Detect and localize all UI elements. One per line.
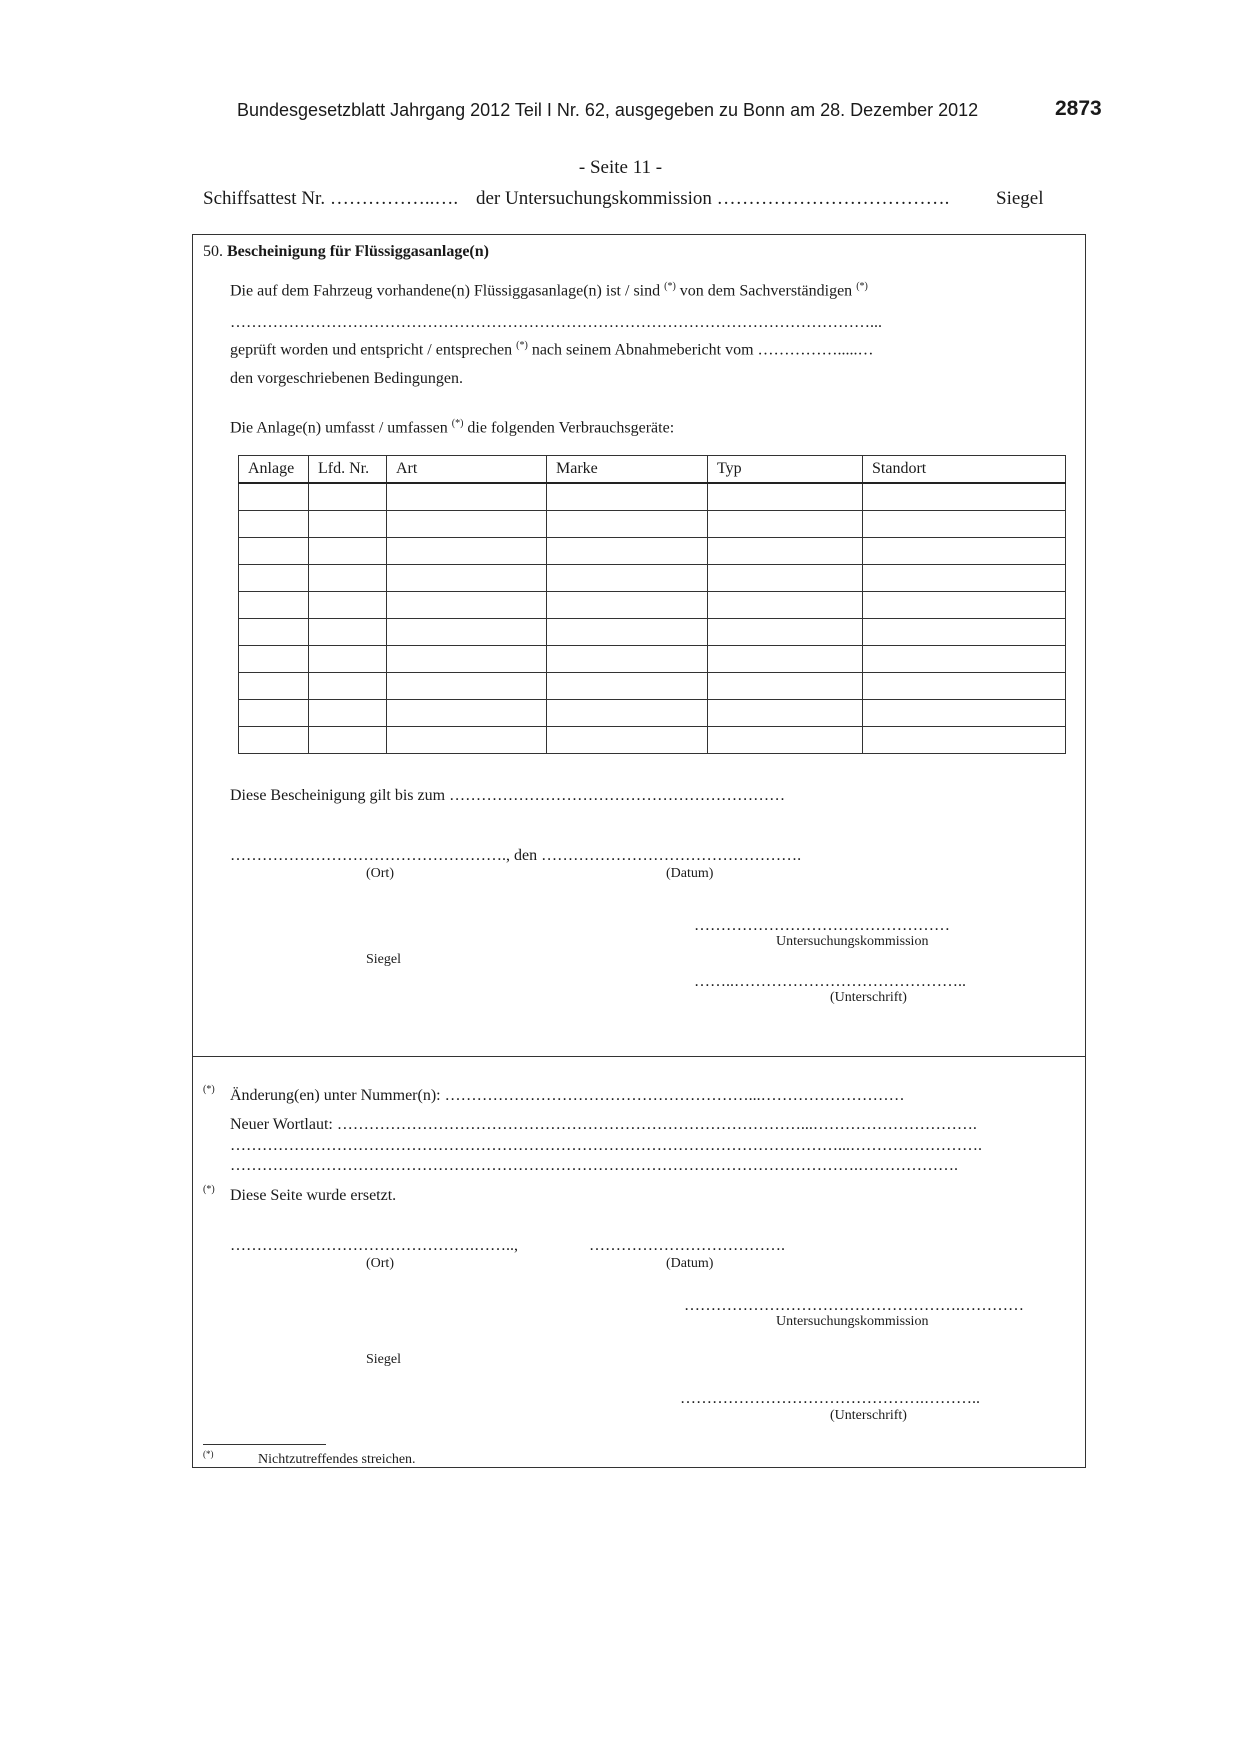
table-cell[interactable] [387,619,547,646]
dotted-line: ……………………………………………………………………………………………………...……………………. [230,1137,982,1154]
table-cell[interactable] [708,700,863,727]
table-row [239,727,1066,754]
table-row [239,592,1066,619]
section-line-1: Die auf dem Fahrzeug vorhandene(n) Flüssiggasanlage(n) ist / sind (*) von dem Sachverständigen (*) [230,281,868,300]
column-header-marke: Marke [547,456,708,484]
table-cell[interactable] [708,565,863,592]
datum-label: (Datum) [666,866,714,881]
table-cell[interactable] [708,727,863,754]
unterschrift-label: (Unterschrift) [830,990,907,1005]
table-cell[interactable] [547,538,708,565]
column-header-art: Art [387,456,547,484]
footnote-marker: (*) [516,340,528,351]
page-replaced-line: Diese Seite wurde ersetzt. [230,1187,397,1204]
table-cell[interactable] [239,700,309,727]
table-cell[interactable] [708,483,863,511]
datum-dotted-line: ………………………………. [589,1237,785,1254]
table-cell[interactable] [863,592,1066,619]
ort-dotted-line: ……………………………………….…….., [230,1237,518,1254]
table-cell[interactable] [708,673,863,700]
table-cell[interactable] [863,700,1066,727]
unterschrift-line: ……..…………………………………….. [694,973,966,990]
table-cell[interactable] [863,511,1066,538]
table-cell[interactable] [309,646,387,673]
unterschrift-label: (Unterschrift) [830,1408,907,1423]
section-line-5: Die Anlage(n) umfasst / umfassen (*) die folgenden Verbrauchsgeräte: [230,418,675,437]
table-cell[interactable] [387,565,547,592]
table-cell[interactable] [309,538,387,565]
footnote-marker: (*) [451,418,464,429]
table-cell[interactable] [387,538,547,565]
section-line-2: …………………………………………………………………………………………………………... [230,314,882,331]
footnote-text: Nichtzutreffendes streichen. [258,1452,416,1467]
table-cell[interactable] [863,483,1066,511]
column-header-standort: Standort [863,456,1066,484]
table-cell[interactable] [547,565,708,592]
table-cell[interactable] [387,700,547,727]
table-row [239,511,1066,538]
gazette-header: Bundesgesetzblatt Jahrgang 2012 Teil I Nr. 62, ausgegeben zu Bonn am 28. Dezember 2012 [237,100,979,120]
table-cell[interactable] [547,619,708,646]
table-cell[interactable] [547,673,708,700]
footnote-marker: (*) [203,1449,214,1459]
footnote-marker: (*) [203,1184,215,1195]
table-cell[interactable] [547,483,708,511]
table-cell[interactable] [547,727,708,754]
table-cell[interactable] [239,538,309,565]
place-date-line: ……………………………………………., den …………………………………………. [230,847,802,864]
table-cell[interactable] [863,673,1066,700]
column-header-typ: Typ [708,456,863,484]
table-row [239,619,1066,646]
column-header-anlage: Anlage [239,456,309,484]
table-cell[interactable] [239,565,309,592]
form-divider [192,1056,1085,1057]
table-row [239,538,1066,565]
table-cell[interactable] [708,646,863,673]
table-cell[interactable] [863,727,1066,754]
ort-label: (Ort) [366,1256,394,1271]
section-line-4: den vorgeschriebenen Bedingungen. [230,370,463,387]
table-cell[interactable] [239,483,309,511]
dotted-line: ……………………………………………………………………………………………………….………………. [230,1157,958,1174]
siegel-placeholder: Siegel [366,1352,401,1367]
footnote-marker: (*) [203,1084,215,1095]
kommission-signature-label: Untersuchungskommission [776,934,929,949]
kommission-signature-label: Untersuchungskommission [776,1314,929,1329]
aenderung-line: Änderung(en) unter Nummer(n): …………………………………………………...……………………… [230,1087,905,1104]
equipment-table [238,455,1066,754]
table-cell[interactable] [239,673,309,700]
table-header-row [239,456,1066,484]
table-cell[interactable] [239,592,309,619]
column-header-lfd-nr: Lfd. Nr. [309,456,387,484]
section-title: Bescheinigung für Flüssiggasanlage(n) [227,243,489,260]
table-cell[interactable] [239,727,309,754]
table-row [239,700,1066,727]
table-cell[interactable] [387,646,547,673]
table-cell[interactable] [309,592,387,619]
footnote-marker: (*) [664,281,676,292]
table-cell[interactable] [387,511,547,538]
ort-label: (Ort) [366,866,394,881]
table-cell[interactable] [863,565,1066,592]
table-cell[interactable] [547,646,708,673]
table-cell[interactable] [863,646,1066,673]
table-cell[interactable] [239,646,309,673]
section-heading [203,243,489,261]
table-cell[interactable] [309,483,387,511]
table-cell[interactable] [547,511,708,538]
siegel-label: Siegel [996,188,1044,209]
page-label: - Seite 11 - [578,157,663,178]
table-cell[interactable] [309,727,387,754]
page-number: 2873 [1055,97,1102,120]
table-cell[interactable] [309,619,387,646]
table-cell[interactable] [863,619,1066,646]
table-cell[interactable] [239,619,309,646]
kommission-signature-line: ………………………………………… [694,917,950,934]
footnote-marker: (*) [856,281,868,292]
section-line-3: geprüft worden und entspricht / entsprechen (*) nach seinem Abnahmebericht vom …………….....… [230,340,874,359]
table-cell[interactable] [387,483,547,511]
table-row [239,673,1066,700]
table-cell[interactable] [239,511,309,538]
validity-line: Diese Bescheinigung gilt bis zum ……………………………………………………… [230,787,786,804]
table-cell[interactable] [863,538,1066,565]
unterschrift-line: ……………………………………….……….. [680,1390,980,1407]
kommission-field: der Untersuchungskommission ………………………………. [476,188,950,209]
table-cell[interactable] [309,565,387,592]
table-cell[interactable] [708,592,863,619]
table-cell[interactable] [708,619,863,646]
footnote-rule [203,1444,326,1445]
table-cell[interactable] [387,727,547,754]
table-cell[interactable] [309,673,387,700]
table-cell[interactable] [387,592,547,619]
siegel-placeholder: Siegel [366,952,401,967]
section-number: 50. [203,243,223,260]
table-cell[interactable] [708,511,863,538]
table-row [239,483,1066,511]
schiffsattest-field: Schiffsattest Nr. ……………..…. [203,188,459,209]
table-cell[interactable] [309,700,387,727]
table-cell[interactable] [547,592,708,619]
table-cell[interactable] [547,700,708,727]
datum-label: (Datum) [666,1256,714,1271]
table-row [239,565,1066,592]
neuer-wortlaut-line: Neuer Wortlaut: ……………………………………………………………………………...…………………………. [230,1116,977,1133]
table-cell[interactable] [309,511,387,538]
table-row [239,646,1066,673]
table-cell[interactable] [708,538,863,565]
kommission-signature-line: …………………………………………….………… [684,1297,1024,1314]
table-cell[interactable] [387,673,547,700]
